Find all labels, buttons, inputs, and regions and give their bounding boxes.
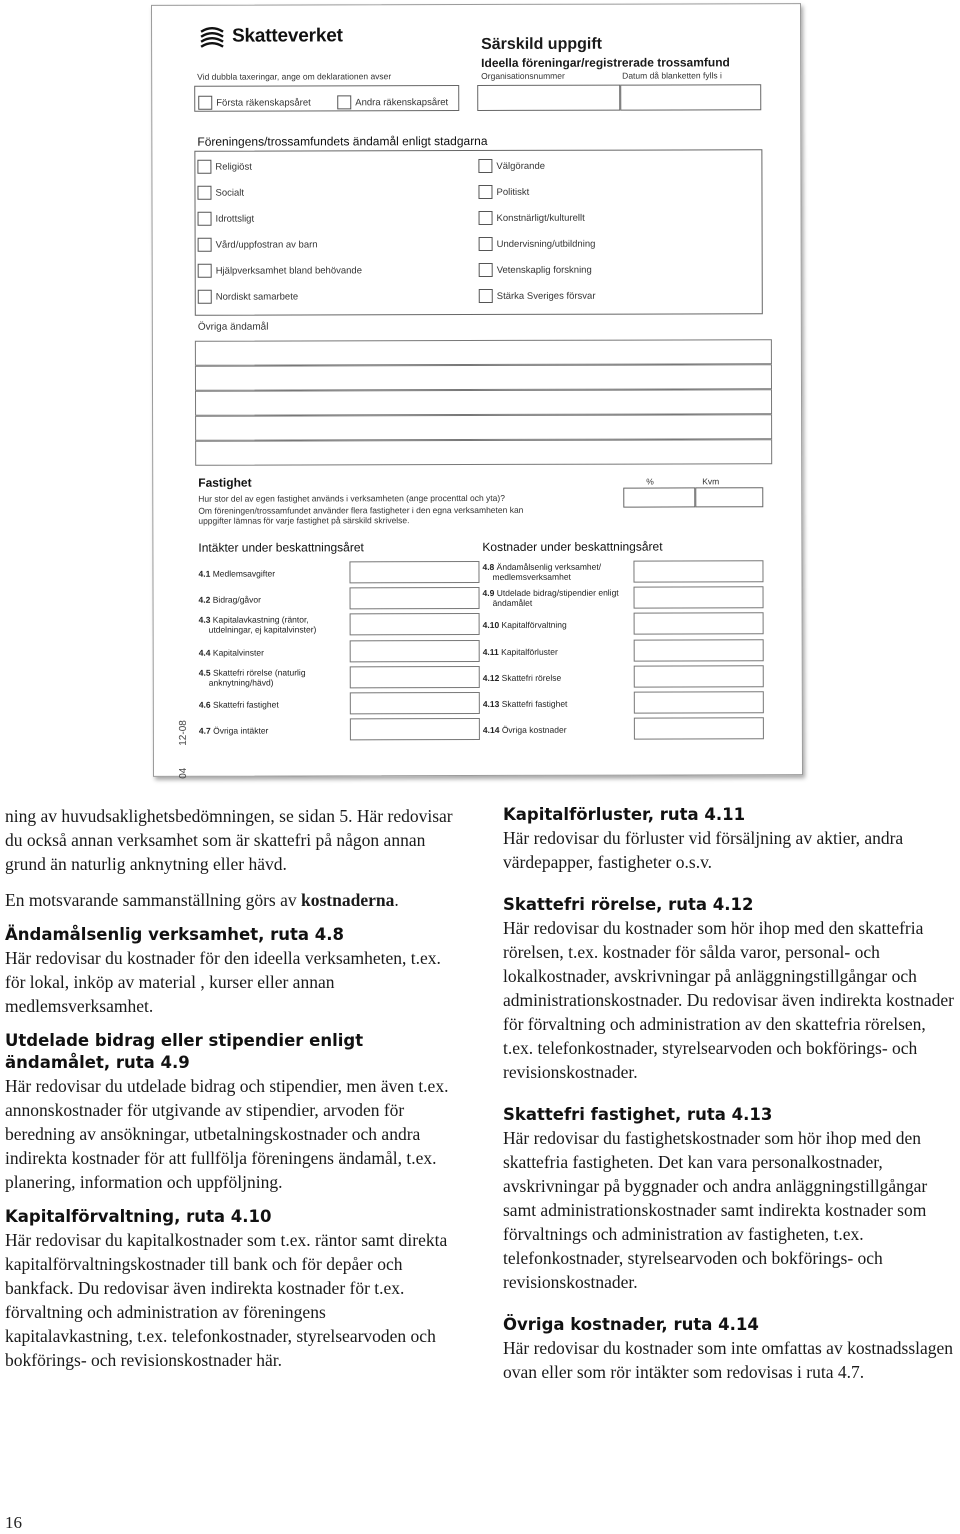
heading-4-11: Kapitalförluster, ruta 4.11 <box>503 805 746 824</box>
checkbox[interactable] <box>197 160 211 174</box>
purpose-label: Religiöst <box>215 161 252 173</box>
amount-label: 4.14 Övriga kostnader <box>482 724 567 736</box>
left-text-column <box>5 804 455 1384</box>
costs-paragraph: En motsvarande sammanställning görs av kostnaderna. <box>5 890 399 910</box>
checkbox[interactable] <box>198 238 212 252</box>
other-purpose-label: Övriga ändamål <box>197 321 269 333</box>
amount-label: 4.12 Skattefri rörelse <box>482 672 562 683</box>
checkbox[interactable] <box>478 185 492 199</box>
other-purpose-line-5[interactable] <box>195 439 772 466</box>
other-purpose-line-3[interactable] <box>195 389 772 416</box>
amount-field[interactable] <box>634 586 764 608</box>
text-4-11: Här redovisar du förluster vid försäljning av aktier, andra värdepapper, fastigheter o.s.v. <box>503 828 904 872</box>
amount-label: 4.9 Utdelade bidrag/stipendier enligt ändamålet <box>482 587 619 609</box>
purpose-label: Välgörande <box>496 160 546 172</box>
purpose-option[interactable] <box>479 211 585 225</box>
form-title: Särskild uppgift <box>481 35 603 53</box>
purpose-label: Vetenskaplig forskning <box>496 264 592 276</box>
checkbox[interactable] <box>479 237 493 251</box>
text-4-14: Här redovisar du kostnader som inte omfattas av kostnadsslagen ovan eller som rör intäkter som redovisas i ruta 4.7. <box>503 1338 954 1382</box>
cost-title: Kostnader under beskattningsåret <box>482 539 663 554</box>
costs-emphasis: kostnaderna <box>300 890 395 910</box>
amount-label: 4.3 Kapitalavkastning (räntor, utdelningar, ej kapitalvinster) <box>198 614 317 636</box>
amount-label: 4.4 Kapitalvinster <box>198 647 264 658</box>
purpose-option[interactable] <box>479 237 596 251</box>
purpose-option[interactable] <box>479 263 592 277</box>
purpose-option[interactable] <box>198 263 362 277</box>
checkbox[interactable] <box>198 212 212 226</box>
amount-field[interactable] <box>350 666 480 688</box>
heading-4-8: Ändamålsenlig verksamhet, ruta 4.8 <box>5 925 344 944</box>
heading-4-12: Skattefri rörelse, ruta 4.12 <box>503 895 754 914</box>
purpose-option[interactable] <box>479 289 596 303</box>
purpose-option[interactable] <box>198 237 318 251</box>
amount-label: 4.8 Ändamålsenlig verksamhet/ medlemsverksamhet <box>482 561 602 582</box>
amount-field[interactable] <box>634 665 764 687</box>
purpose-label: Socialt <box>215 187 245 199</box>
first-year-option[interactable]: Första räkenskapsåret <box>198 95 311 109</box>
other-purpose-line-2[interactable] <box>195 364 772 391</box>
org-number-label: Organisationsnummer <box>481 70 565 81</box>
purpose-option[interactable] <box>197 160 251 174</box>
amount-label: 4.5 Skattefri rörelse (naturlig anknytning/hävd) <box>198 667 306 688</box>
purpose-option[interactable] <box>198 212 255 226</box>
purpose-label: Politiskt <box>496 186 530 198</box>
double-tax-note: Vid dubbla taxeringar, ange om deklarationen avser <box>197 71 392 82</box>
income-title: Intäkter under beskattningsåret <box>198 540 364 555</box>
heading-4-10: Kapitalförvaltning, ruta 4.10 <box>5 1207 272 1226</box>
purpose-label: Nordiskt samarbete <box>215 290 299 303</box>
form-code-2: 04 <box>177 767 190 779</box>
amount-label: 4.2 Bidrag/gåvor <box>198 594 261 605</box>
date-field[interactable] <box>620 84 761 110</box>
purpose-label: Vård/uppfostran av barn <box>215 238 318 251</box>
amount-field[interactable] <box>350 640 480 662</box>
right-text-column <box>503 804 958 1396</box>
text-4-9: Här redovisar du utdelade bidrag och stipendier, men även t.ex. annonskostnader för utgivande av stipendier, arvoden för beredning av ansökningar, utbetalningskostnader och andra indirekta kostnader för att fullfölja föreningens ändamål, t.ex. planering, information och uppföljning. <box>5 1076 449 1192</box>
other-purpose-line-4[interactable] <box>195 414 772 441</box>
property-question-2b: uppgifter lämnas för varje fastighet på särskild skrivelse. <box>198 515 410 526</box>
crown-logo-icon <box>197 23 227 51</box>
checkbox[interactable] <box>478 159 492 173</box>
checkbox[interactable] <box>197 186 211 200</box>
form-code: 12-08 <box>177 720 189 746</box>
property-title: Fastighet <box>198 475 252 490</box>
skatteverket-logo <box>197 22 343 50</box>
property-question-1: Hur stor del av egen fastighet används i verksamheten (ange procenttal och yta)? <box>198 492 505 504</box>
checkbox[interactable] <box>479 211 493 225</box>
purpose-option[interactable] <box>197 186 244 200</box>
amount-label: 4.7 Övriga intäkter <box>198 725 269 736</box>
kvm-field[interactable] <box>695 487 763 507</box>
amount-field[interactable] <box>634 691 764 713</box>
amount-label: 4.1 Medlemsavgifter <box>198 568 276 579</box>
purpose-label: Hjälpverksamhet bland behövande <box>215 264 362 277</box>
amount-field[interactable] <box>350 718 480 740</box>
heading-4-9: Utdelade bidrag eller stipendier enligt ändamålet, ruta 4.9 <box>5 1031 364 1072</box>
purpose-option[interactable] <box>478 185 529 199</box>
checkbox[interactable] <box>198 290 212 304</box>
checkbox[interactable] <box>479 289 493 303</box>
property-question-2a: Om föreningen/trossamfundet använder flera fastigheter i den egna verksamheten kan <box>198 504 524 516</box>
amount-label: 4.13 Skattefri fastighet <box>482 698 568 709</box>
amount-field[interactable] <box>634 613 764 635</box>
intro-paragraph: ning av huvudsaklighetsbedömningen, se sidan 5. Här redovisar du också annan verksamhet som är skattefri på någon annan grund än naturlig anknytning eller hävd. <box>5 806 453 874</box>
text-4-12: Här redovisar du kostnader som hör ihop med den skattefria rörelsen, t.ex. kostnader för sålda varor, personal- och lokalkostnader, avskrivningar på anläggningstillgångar och administrationskostnader. Du redovisar även indirekta kostnader för förvaltning och administration av den skattefria rörelsen, t.ex. telefonkostnader, styrelsearvoden och bokförings- och revisionskostnader. <box>503 918 954 1082</box>
brand-name: Skatteverket <box>232 25 343 47</box>
amount-label: 4.10 Kapitalförvaltning <box>482 620 567 631</box>
heading-4-14: Övriga kostnader, ruta 4.14 <box>503 1315 759 1334</box>
amount-field[interactable] <box>634 639 764 661</box>
purpose-option[interactable] <box>478 159 545 173</box>
amount-field[interactable] <box>350 613 480 635</box>
purpose-label: Idrottsligt <box>215 213 255 225</box>
heading-4-13: Skattefri fastighet, ruta 4.13 <box>503 1105 773 1124</box>
percent-label: % <box>646 476 654 487</box>
page-number: 16 <box>5 1513 22 1532</box>
amount-field[interactable] <box>350 587 480 609</box>
purpose-option[interactable] <box>198 289 298 303</box>
purpose-label: Undervisning/utbildning <box>496 238 596 250</box>
org-number-field[interactable] <box>477 85 620 111</box>
checkbox[interactable] <box>198 96 212 110</box>
amount-field[interactable] <box>633 560 763 582</box>
amount-field[interactable] <box>350 692 480 714</box>
form-subtitle: Ideella föreningar/registrerade trossamfund <box>481 55 730 70</box>
checkbox[interactable] <box>337 95 351 109</box>
text-4-10: Här redovisar du kapitalkostnader som t.ex. räntor samt direkta kapitalförvaltningskostnader till bank och för depåer och bankfack. Du redovisar även indirekta kostnader för t.ex. förvaltning och administration av föreningens kapitalavkastning, t.ex. telefonkostnader, styrelsearvoden och bokförings- och revisionskostnader här. <box>5 1230 448 1370</box>
second-year-option[interactable]: Andra räkenskapsåret <box>337 95 448 109</box>
text-4-13: Här redovisar du fastighetskostnader som hör ihop med den skattefria fastigheten. Det kan vara personalkostnader, avskrivningar på byggnader och andra anläggningstillgångar samt administrationskostnader samt indirekta kostnader som förvaltnings och administration av fastigheten, t.ex. telefonkostnader, styrelsearvoden och bokförings- och revisionskostnader. <box>503 1128 928 1292</box>
date-label: Datum då blanketten fylls i <box>622 70 722 81</box>
checkbox[interactable] <box>479 263 493 277</box>
kvm-label: Kvm <box>702 476 720 487</box>
form-sheet <box>151 3 803 777</box>
amount-label: 4.11 Kapitalförluster <box>482 646 558 657</box>
percent-field[interactable] <box>623 487 695 507</box>
purpose-section-title: Föreningens/trossamfundets ändamål enligt stadgarna <box>197 133 488 149</box>
purpose-label: Konstnärligt/kulturellt <box>496 212 585 224</box>
other-purpose-line-1[interactable] <box>195 339 772 366</box>
amount-field[interactable] <box>349 561 479 583</box>
amount-label: 4.6 Skattefri fastighet <box>198 699 279 710</box>
purpose-label: Stärka Sveriges försvar <box>496 290 596 302</box>
amount-field[interactable] <box>634 717 764 739</box>
checkbox[interactable] <box>198 264 212 278</box>
text-4-8: Här redovisar du kostnader för den ideella verksamheten, t.ex. för lokal, inköp av material , kurser eller annan medlemsverksamhet. <box>5 948 441 1016</box>
